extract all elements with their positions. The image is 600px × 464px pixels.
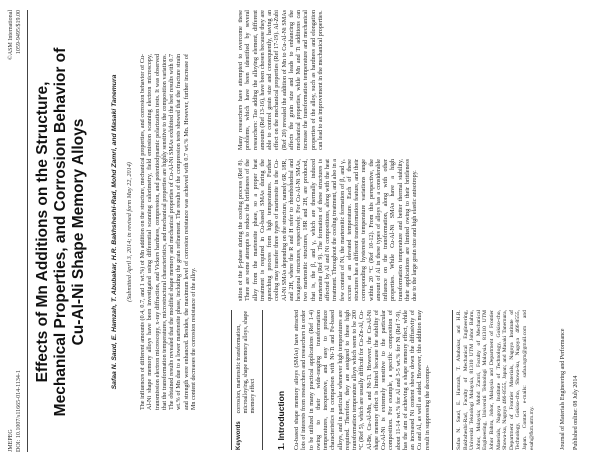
running-header-right: [8, 10, 23, 210]
keywords-label: Keywords: [236, 421, 242, 450]
footnote-divider: [452, 310, 453, 450]
submission-dates: (Submitted April 3, 2014; in revised form May 22, 2014): [126, 162, 133, 302]
publisher-text: ©ASM International: [8, 10, 14, 60]
author-list: Safaa N. Saud, E. Hamzah, T. Abubakar, H.R. Bakhsheshi-Rad, Mohd Zamri, and Masaki Tanemura: [111, 74, 118, 390]
intro-column-1: Cu-based shape memory alloys (SMAs) have attracted lots of interests from researchers and researchers in order to be utilized in many practical applications (Ref 1-4) owing to their wide-ranging transformation temperatures, inexpensive, and easy to produce characteristics in comparison with Ni-Ti and Fe-based alloys, and in particular whenever high temperatures are required. Therefore, they are assigned to these high transformation temperature alloys which seem to be 200 °C (Ref 5), which are usually difficult for Cu-Zn-Al, Cu-Al-Be, Cu-Al-Mn, and Ni-Ti. However, the Cu-Al-Ni shape memory effect is limited because the stability of Cu-Al-Ni is extremely sensitive to the particular composition. For example, a specific composition of about 11-14 wt.% for Al and 3-5 wt.% for Ni (Ref 7-9), has the aim of achieving a shape memory effect, while an increased Ni content shows down the diffusivity of Cu and Al, as well as aided. However, this addition may result in suppressing the decompo-: [294, 310, 431, 450]
journal-info: [560, 300, 581, 450]
issn-text: 1059-9495/$19.00: [15, 10, 22, 55]
publication-date: Published online: 08 July 2014: [573, 375, 580, 450]
journal-code: JMEPEG: [8, 429, 14, 452]
author-affiliation-footnote: Safaa N. Saud, E. Hamzah, T. Abubakar, and H.R. Bakhsheshi-Rad, Faculty of Mechanical Engineering, Universiti Teknologi Malaysia, 81310 UTM Johor Bahru, Johor, Malaysia; Mohd Zamri, Faculty of Mechanical Engineering, Universiti Teknologi Malaysia, 81310 UTM Johor Bahru, Johor, Malaysia and Department of Frontier Materials, Nagoya Institute of Technology, Gokiso-cho, Showa-ku, Nagoya 466-8555, Japan; and Masaki Tanemura, Department of Frontier Materials, Nagoya Institute of Technology, Gokiso-cho, Showa-ku, Nagoya 466-8555, Japan. Contact e-mails: safaa.ngm@gmail.com and esah@fkm.utm.my.: [456, 310, 535, 450]
doi-text: DOI: 10.1007/s11665-014-1134-1: [15, 370, 22, 452]
journal-name: Journal of Materials Engineering and Performance: [560, 328, 566, 450]
section-heading-introduction: 1. Introduction: [276, 390, 286, 450]
abstract-text: The influences of different amounts (0.4, 0.7, and 1 wt.%) of Mn addition on the structure, mechanical properties, and corrosion behavior of Cu-Al-Ni shape memory alloys have been investigated using differential scanning calorimetry, field emission scanning electron microscopy, transmission electron microscopy, x-ray diffraction, and Vickers hardness, compression, and potentiodynamic polarization tests. It was observed that the transformation temperatures, microstructural characteristics, and mechanical properties are highly sensitive to the composition variations. The obtained results revealed that the modified shape memory and mechanical properties of Cu-Al-Ni SMAs exhibited the best results with 0.7 wt.% of Mn due to a lower martensite phase, including the grain refinement. The results of the compression tests showed that the fracture strain and strength were enhanced. Besides, the maximum level of corrosion resistance was achieved with 0.7 wt.% Mn. However, further increase of Mn content decreases the corrosion resistance of the alloy.: [140, 54, 198, 410]
keywords-box: [231, 310, 263, 450]
intro-column-2: sition of the β-phase during the cooling process (Ref 8). There are some attempts to reduce the brittleness of the alloy from the martensite phase, so a proper heat treatment is required in Cu-based SMAs during the quenching process from high temperatures. Further cooling may transfer three types of martensite in the Cu-Al-Ni SMAs depending on the structure, namely 6R, 18R, and 2H, where the R and H refer to rhombohedral and hexagonal structures, respectively. For Cu-Al-Ni SMAs, two martensitic structures, 18R and 2H, are produced, that is, the β₁ and γ₁ which are thermally induced martensite (Ref 9). The formation of these structures is affected by Al and Ni compositions, along with the heat treatment. Throughout the cooling treatment, and also in a few content of Ni, the martensitic formation of β₁ and γ₁ occurs at an elevated temperature. Each of these structures has a different transformation feature, and their corresponding hysteresis temperature variations range within 20 °C (Ref 10-12). From this perspective, the amount of Al in these types of alloys has a considerable influence on the transformation, along with other properties. While Cu-Al-Ni SMAs have a high transformation temperature and better thermal stability, their applications are limited owing to their brittleness due to the large grain size and high elastic anisotropy.: [238, 159, 418, 301]
article-title: Effects of Mn Additions on the Structure, Mechanical Properties, and Corrosion Behavior of Cu-Al-Ni Shape Memory Alloys: [34, 47, 87, 417]
running-header-left: [8, 252, 23, 452]
intro-column-3: Many researchers have attempted to overcome these problems, which have been identified by several researchers: Tao adding the alloying element, different amounts (Ref 13-16), have been chosen because they are able to control grain size and consequently, having an effect on the mechanical properties (Ref 17-19). Al-Zubi (Ref 20) revealed the addition of Mn to Cu-Al-Ni SMAs affects the grain size and leads to enhancing the mechanical properties, while Mn and Ti additions can increase the transformation temperature and mechanical properties of the alloy, such as hardness and elongation can lead to an improvement in the mechanical properties.: [238, 10, 324, 150]
keywords-text: corrosion, martensitic transformation, microalloying, shape memory alloys, shape memory effect: [236, 310, 256, 414]
header-divider: [27, 10, 28, 452]
